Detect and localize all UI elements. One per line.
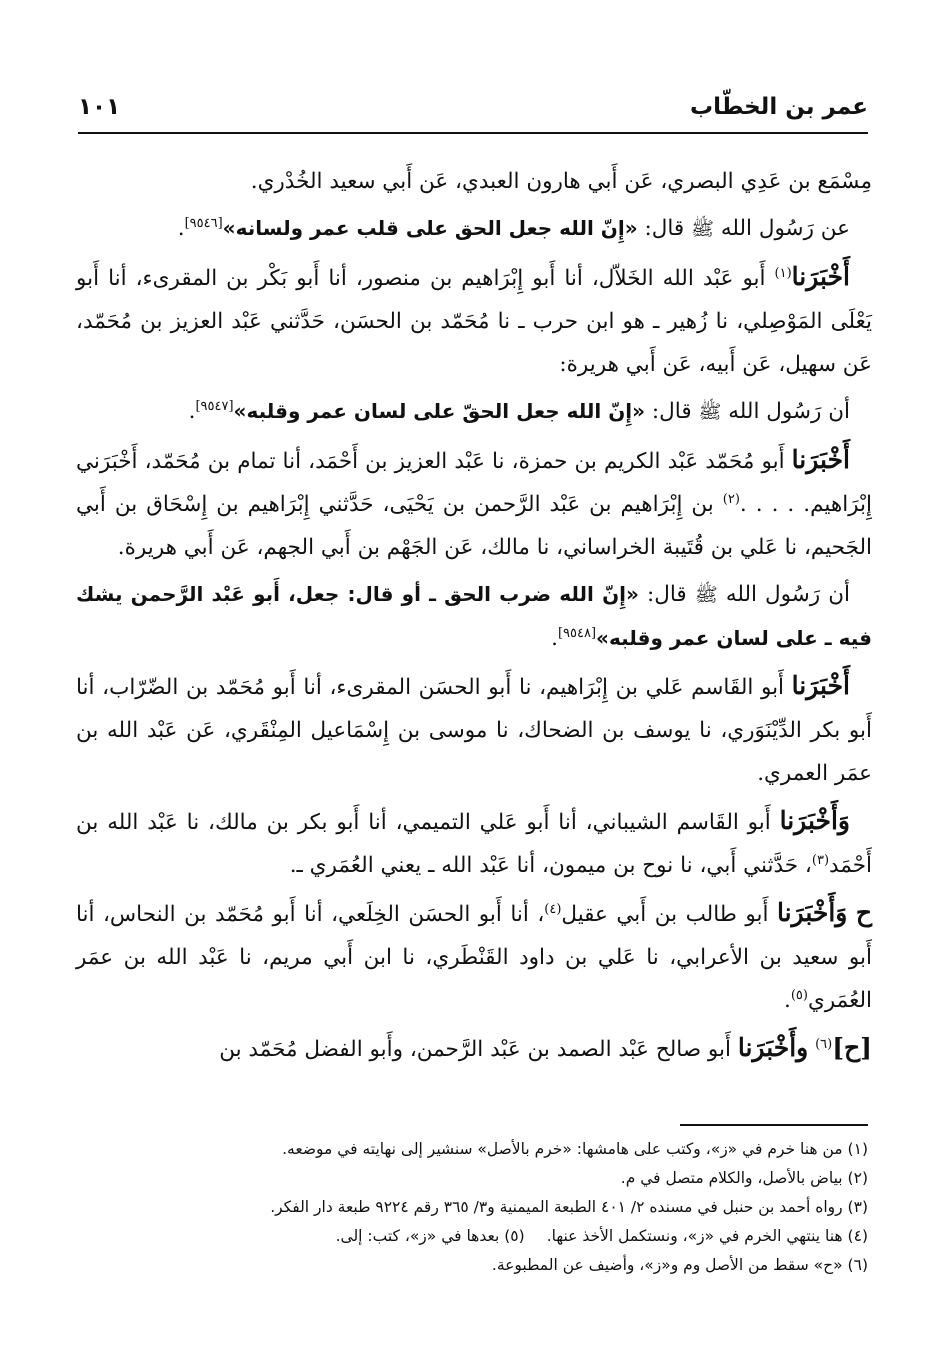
period: . xyxy=(551,626,558,651)
footnote-text: هنا ينتهي الخرم في «ز»، ونستكمل الأخذ عنها. xyxy=(546,1227,843,1245)
running-title: عمر بن الخطّاب xyxy=(689,94,868,120)
footnote-4-5 xyxy=(78,1222,868,1251)
paragraph-5 xyxy=(76,438,872,569)
footnote-marker: (١) xyxy=(774,265,792,281)
hadith-intro: أن رَسُول الله xyxy=(725,582,850,607)
footnote-marker: (٢) xyxy=(722,491,740,507)
footnote-text: بعدها في «ز»، كتب: إلى. xyxy=(335,1227,500,1245)
footnote-text: رواه أحمد بن حنبل في مسنده ٢/ ٤٠١ الطبعة الميمنية و٣/ ٣٦٥ رقم ٩٢٢٤ طبعة دار الفكر. xyxy=(270,1198,843,1216)
paragraph-text-cont: ، أنا أَبو الحسَن الخِلَعي، أنا أَبو مُحَمّد بن النحاس، أنا أَبو سعيد بن الأعرابي، نا عَلي بن داود القَنْطَري، نا ابن أَبي مريم، نا عَبْد الله بن عمَر العُمَري xyxy=(76,902,872,1013)
page-number: ١٠١ xyxy=(78,94,121,120)
salawat-symbol: ﷺ xyxy=(691,218,714,240)
paragraph-text: أَبو صالح عَبْد الصمد بن عَبْد الرَّحمن، وأَبو الفضل مُحَمّد بن xyxy=(219,1037,731,1062)
paragraph-text: أَبو عَبْد الله الخَلاّل، أنا أَبو إِبْرَاهيم بن منصور، أنا أَبو بَكْر بن المقرىء، أنا أَبو يَعْلَى المَوْصِلي، نا زُهير ـ هو ابن حرب ـ نا مُحَمّد بن الحسَن، حَدَّثني عَبْد العزيز بن مُحَمّد، عَن سهيل، عَن أَبيه، عَن أَبي هريرة: xyxy=(76,266,872,377)
running-header xyxy=(78,92,868,134)
footnote-text: من هنا خرم في «ز»، وكتب على هامشها: «خرم بالأصل» سنشير إلى نهايته في موضعه. xyxy=(282,1140,843,1158)
hadith-text: «إِنّ الله جعل الحق على قلب عمر ولسانه» xyxy=(222,216,638,240)
paragraph-text-cont: ، حَدَّثني أَبي، نا نوح بن ميمون، أنا عَبْد الله ـ يعني العُمَري ـ. xyxy=(289,853,812,878)
paragraph-1 xyxy=(76,160,872,203)
paragraph-8 xyxy=(76,799,872,887)
paragraph-2 xyxy=(76,207,872,251)
footnote-3 xyxy=(78,1193,868,1222)
hadith-intro: أن رَسُول الله xyxy=(728,399,850,424)
qal-text: قال: xyxy=(644,216,685,241)
qal-text: قال: xyxy=(651,399,692,424)
period: . xyxy=(783,988,791,1013)
footnote-number: (٢) xyxy=(847,1169,868,1187)
footnote-6 xyxy=(78,1251,868,1280)
ha-marker: ح xyxy=(855,898,872,927)
paragraph-3 xyxy=(76,255,872,386)
footnote-marker: (٤) xyxy=(544,901,562,917)
hadith-text: «إِنّ الله ضرب الحق ـ أو قال: جعل، أَبو عَبْد الرَّحمن يشك فيه ـ على لسان عمر وقلبه» xyxy=(76,582,872,650)
paragraph-text: أَبو القَاسم عَلي بن إِبْرَاهيم، نا أَبو الحسَن المقرىء، أنا أَبو مُحَمّد بن الضّرّاب، أنا أَبو بكر الدِّيْنَوَري، نا يوسف بن الضحاك، نا موسى بن إِسْمَاعيل المِنْقَري، عَن عَبْد الله بن عمَر العمري. xyxy=(76,675,872,786)
hadith-ref-number: [٩٥٤٦] xyxy=(184,215,223,231)
footnote-marker: (٦) xyxy=(815,1036,833,1052)
footnote-number: (٣) xyxy=(847,1198,868,1216)
footnote-divider xyxy=(680,1124,868,1126)
footnote-text: بياض بالأصل، والكلام متصل في م. xyxy=(620,1169,843,1187)
paragraph-9 xyxy=(76,891,872,1022)
akhbarana-keyword: أَخْبَرَنا xyxy=(791,671,850,700)
ha-bracket-marker: [ح] xyxy=(832,1033,872,1062)
period: . xyxy=(188,399,196,424)
hadith-intro: عن رَسُول الله xyxy=(720,216,850,241)
wa-akhbarana-keyword: وَأَخْبَرَنا xyxy=(779,806,850,835)
salawat-symbol: ﷺ xyxy=(694,584,718,606)
paragraph-4 xyxy=(76,390,872,434)
footnote-number: (٥) xyxy=(504,1227,525,1245)
hadith-ref-number: [٩٥٤٧] xyxy=(195,398,234,414)
footnote-2 xyxy=(78,1164,868,1193)
footnote-number: (٤) xyxy=(847,1227,868,1245)
akhbarana-keyword: أَخْبَرَنا xyxy=(791,262,850,291)
paragraph-text: أَبو مُحَمّد عَبْد الكريم بن حمزة، نا عَبْد العزيز بن أَحْمَد، أنا تمام بن مُحَمّد، أَخْبَرَني إِبْرَاهيم. . . . . xyxy=(76,449,872,517)
main-text xyxy=(76,160,872,1075)
footnote-1 xyxy=(78,1135,868,1164)
akhbarana-keyword: أَخْبَرَنا xyxy=(791,445,850,474)
footnote-text: «ح» سقط من الأصل وم و«ز»، وأضيف عن المطبوعة. xyxy=(491,1256,843,1274)
wa-akhbarana-keyword: وأَخْبَرَنا xyxy=(737,1033,809,1062)
paragraph-text: أَبو القَاسم الشيباني، أنا أَبو عَلي التميمي، أنا أَبو بكر بن مالك، نا عَبْد الله بن أَحْمَد xyxy=(76,810,872,878)
footnotes xyxy=(78,1135,868,1280)
wa-akhbarana-keyword: وَأَخْبَرَنا xyxy=(776,898,848,927)
paragraph-text-cont: بن إِبْرَاهيم بن عَبْد الرَّحمن بن يَحْيَى، حَدَّثني إِبْرَاهيم بن إِسْحَاق بن أَبي الجَحيم، نا عَلي بن قُتَيبة الخراساني، نا مالك، عَن الجَهْم بن أَبي الجهم، عَن أَبي هريرة. xyxy=(76,492,872,560)
salawat-symbol: ﷺ xyxy=(698,401,722,423)
paragraph-text: أَبو طالب بن أَبي عقيل xyxy=(561,902,769,927)
footnote-marker: (٥) xyxy=(790,987,808,1003)
hadith-text: «إِنّ الله جعل الحقّ على لسان عمر وقلبه» xyxy=(233,399,646,423)
paragraph-10 xyxy=(76,1026,872,1071)
paragraph-7 xyxy=(76,664,872,795)
qal-text: قال: xyxy=(647,582,687,607)
footnote-number: (٦) xyxy=(847,1256,868,1274)
paragraph-6 xyxy=(76,573,872,660)
period: . xyxy=(177,216,185,241)
footnote-marker: (٣) xyxy=(811,852,830,868)
footnote-number: (١) xyxy=(847,1140,868,1158)
paragraph-text: مِسْمَع بن عَدِي البصري، عَن أَبي هارون العبدي، عَن أَبي سعيد الخُدْري. xyxy=(250,169,872,194)
hadith-ref-number: [٩٥٤٨] xyxy=(557,625,597,641)
